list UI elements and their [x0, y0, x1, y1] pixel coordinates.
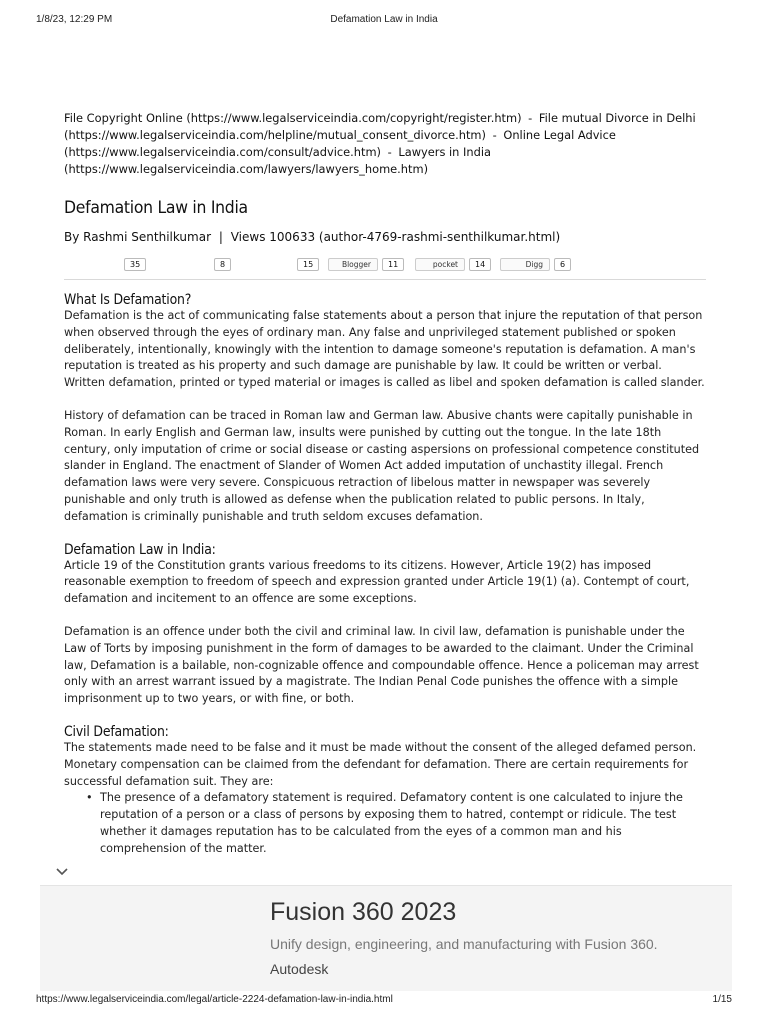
print-header [36, 14, 732, 30]
mutual-divorce-url[interactable]: (https://www.legalserviceindia.com/helpline/mutual_consent_divorce.htm) [64, 128, 486, 142]
chevron-down-icon[interactable] [54, 866, 70, 878]
section-heading: Defamation Law in India: [64, 541, 216, 558]
paragraph: The statements made need to be false and it must be made without the consent of the alleged defamed person. Monetary compensation can be claimed from the defendant for defamation. There are certain requirements for successful defamation suit. They are: [64, 740, 697, 788]
share-count: 6 [554, 258, 571, 271]
share-button-2[interactable] [214, 258, 231, 271]
print-footer [36, 994, 732, 1008]
article-title: Defamation Law in India [64, 198, 248, 218]
views-author-link[interactable]: Views 100633 (author-4769-rashmi-senthilkumar.html) [230, 230, 561, 244]
byline [64, 230, 706, 244]
print-url: https://www.legalserviceindia.com/legal/article-2224-defamation-law-in-india.html [36, 994, 393, 1005]
lawyers-url[interactable]: (https://www.legalserviceindia.com/lawyers/lawyers_home.htm) [64, 162, 429, 176]
lawyers-link[interactable]: Lawyers in India [398, 145, 491, 159]
page-number: 1/15 [712, 994, 732, 1005]
section-heading: What Is Defamation? [64, 292, 192, 308]
ad-subtitle: Unify design, engineering, and manufacturing with Fusion 360. [270, 936, 658, 952]
mutual-divorce-link[interactable]: File mutual Divorce in Delhi [538, 111, 696, 125]
share-button-1[interactable] [124, 258, 146, 271]
top-nav-links [64, 110, 706, 178]
share-count: 35 [124, 258, 146, 271]
section-civil-defamation [64, 724, 706, 858]
paragraph: Article 19 of the Constitution grants various freedoms to its citizens. However, Article 19(2) has imposed reasonable exemption to freedom of speech and expression granted under Article 19(1) (a). Contempt of court, defamation and incitement to an offence are some exceptions. [64, 558, 690, 606]
paragraph: Defamation is the act of communicating false statements about a person that injure the reputation of that person when observed through the eyes of ordinary man. Any false and unprivileged statement published or spoken deliberately, intentionally, knowingly with the intention to damage someone's reputation is defamation. A man's reputation is treated as his property and such damage are punishable by law. It could be written or verbal. Written defamation, printed or typed material or images is called as libel and spoken defamation is called slander. [64, 309, 705, 390]
section-heading: Civil Defamation: [64, 723, 169, 740]
share-label: Digg [500, 258, 550, 271]
blogger-share-button[interactable] [328, 258, 404, 271]
share-count: 15 [297, 258, 319, 271]
share-count: 14 [469, 258, 491, 271]
digg-share-button[interactable] [500, 258, 571, 271]
copyright-link[interactable]: File Copyright Online (https://www.legalserviceindia.com/copyright/register.htm) [64, 111, 522, 125]
print-title: Defamation Law in India [330, 14, 438, 25]
share-count: 8 [214, 258, 231, 271]
share-label: pocket [415, 258, 465, 271]
share-label: Blogger [328, 258, 378, 271]
nav-separator: - [528, 111, 533, 125]
article-content [64, 110, 706, 858]
legal-advice-url[interactable]: (https://www.legalserviceindia.com/consult/advice.htm) [64, 145, 381, 159]
nav-separator: - [387, 145, 392, 159]
share-button-3[interactable] [297, 258, 319, 271]
share-count: 11 [382, 258, 404, 271]
ad-banner[interactable] [40, 885, 732, 991]
ad-brand: Autodesk [270, 961, 329, 977]
requirements-list [86, 790, 706, 857]
byline-divider: | [218, 230, 223, 244]
paragraph: History of defamation can be traced in Roman law and German law. Abusive chants were capitally punishable in Roman. In early English and German law, insults were punished by cutting out the tongue. In the late 18th century, only imputation of crime or social disease or casting aspersions on professional competence constituted slander in England. The enactment of Slander of Women Act added imputation of unchastity illegal. French defamation laws were very severe. Conspicuous retraction of libelous matter in newspaper was severely punishable and only truth is allowed as defense when the publication related to public persons. In Italy, defamation is criminally punishable and truth seldom excuses defamation. [64, 408, 700, 523]
nav-separator: - [492, 128, 497, 142]
paragraph: Defamation is an offence under both the civil and criminal law. In civil law, defamation is punishable under the Law of Torts by imposing punishment in the form of damages to be awarded to the claimant. Under the Criminal law, Defamation is a bailable, non-cognizable offence and compoundable offence. Hence a policeman may arrest only with an arrest warrant issued by a magistrate. The Indian Penal Code punishes the offence with a simple imprisonment up to two years, or with fine, or both. [64, 624, 699, 706]
print-date: 1/8/23, 12:29 PM [36, 14, 113, 25]
pocket-share-button[interactable] [415, 258, 491, 271]
legal-advice-link[interactable]: Online Legal Advice [503, 128, 616, 142]
author-name: By Rashmi Senthilkumar [64, 230, 212, 244]
section-what-is-defamation [64, 292, 706, 526]
list-item: • The presence of a defamatory statement is required. Defamatory content is one calculated to injure the reputation of a person or a class of persons by exposing them to hatred, contempt or ridicule. The test whether it damages reputation has to be calculated from the eyes of a common man and his comprehension of the matter. [86, 790, 706, 857]
ad-title[interactable]: Fusion 360 2023 [270, 898, 457, 926]
share-bar [64, 258, 706, 280]
section-defamation-law-india [64, 542, 706, 708]
